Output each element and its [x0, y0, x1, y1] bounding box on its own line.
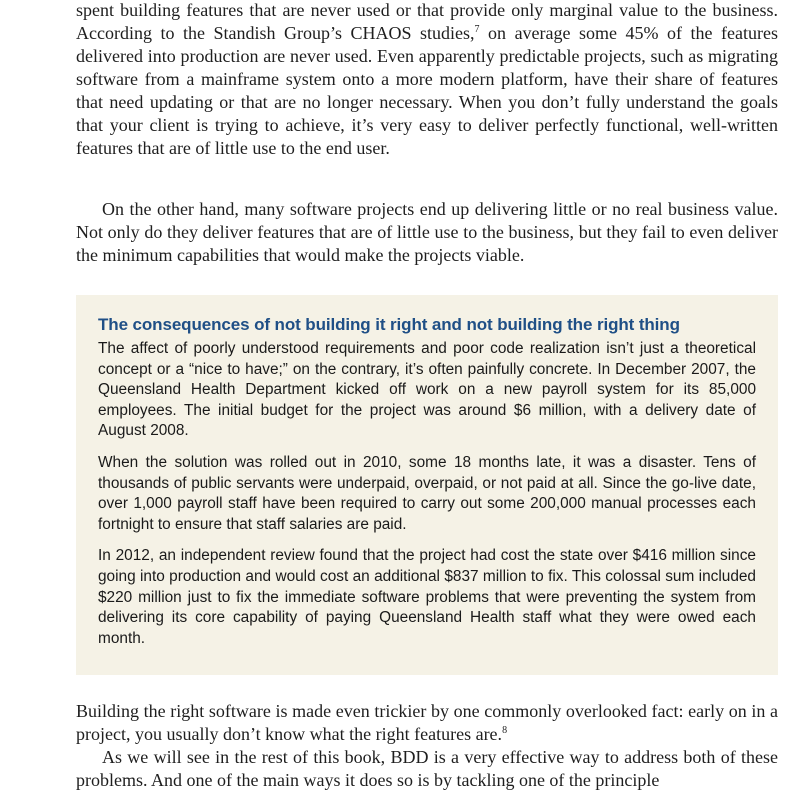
body-paragraph-2: On the other hand, many software projects end up delivering little or no real business value. Not only do they deliver features that are of little use to the business, but they fail to even deliver the minimum capabilities that would make the projects viable.	[76, 199, 778, 265]
footnote-marker-7[interactable]: 7	[474, 24, 480, 35]
paragraph-3-text: Building the right software is made even trickier by one commonly overlooked fact: early on in a project, you usually don’t know what the right features are.	[76, 701, 778, 744]
body-paragraph-1	[76, 0, 778, 160]
body-paragraph-4: As we will see in the rest of this book, BDD is a very effective way to address both of these problems. And one of the main ways it does so is by tackling one of the principle	[76, 747, 778, 790]
paragraph-1-text-continued: on average some 45% of the features delivered into production are never used. Even apparently predictable projects, such as migrating software from a mainframe system onto a more modern platform, have their share of features that need updating or that are no longer necessary. When you don’t fully understand the goals that your client is trying to achieve, it’s very easy to deliver perfectly functional, well-written features that are of little use to the end user.	[76, 23, 779, 158]
sidebar-paragraph-2: When the solution was rolled out in 2010, some 18 months late, it was a disaster. Tens of thousands of public servants were underpaid, overpaid, or not paid at all. Since the go-live date, over 1,000 payroll staff have been required to carry out some 200,000 manual processes each fortnight to ensure that staff salaries are paid.	[98, 453, 756, 533]
paragraph-1-text: spent building features that are never used or that provide only marginal value to the business. According to the Standish Group’s CHAOS studies,	[76, 0, 778, 43]
sidebar-box	[76, 295, 778, 675]
sidebar-paragraph-1: The affect of poorly understood requirements and poor code realization isn’t just a theoretical concept or a “nice to have;” on the contrary, it’s often painfully concrete. In December 2007, the Queensland Health Department kicked off work on a new payroll system for its 85,000 employees. The initial budget for the project was around $6 million, with a delivery date of August 2008.	[98, 340, 756, 440]
body-paragraph-3	[76, 700, 778, 746]
book-page	[76, 0, 778, 800]
footnote-marker-8[interactable]: 8	[502, 725, 508, 736]
sidebar-title: The consequences of not building it right and not building the right thing	[98, 315, 680, 334]
sidebar-paragraph-3: In 2012, an independent review found that the project had cost the state over $416 million since going into production and would cost an additional $837 million to fix. This colossal sum included $220 million just to fix the immediate software problems that were preventing the system from delivering its core capability of paying Queensland Health staff what they were owed each month.	[98, 547, 756, 647]
